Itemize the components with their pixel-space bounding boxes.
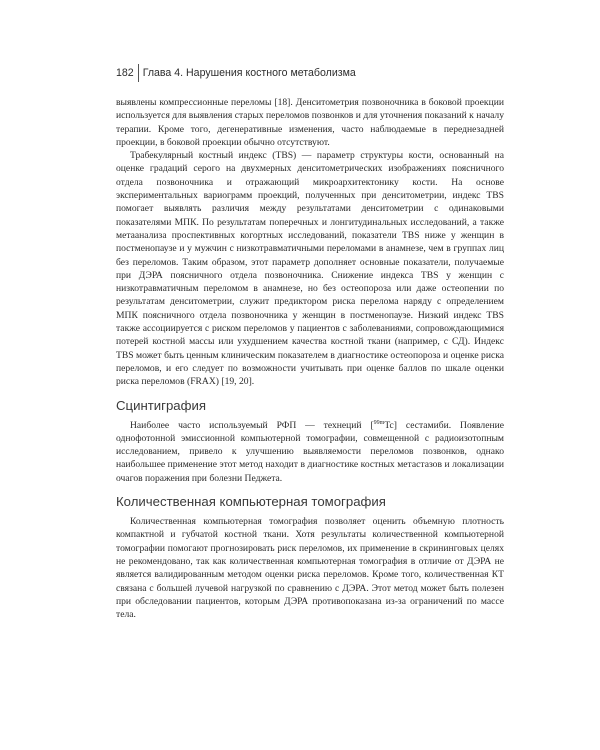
heading-qct: Количественная компьютерная томография: [116, 494, 386, 510]
running-header: [116, 64, 504, 82]
paragraph-densitometry-lateral: выявлены компрессионные переломы [18]. Денситометрия позвоночника в боковой проекции используется для выявления старых переломов позвонков и для уточнения показаний к началу терапии. Кроме того, дегенеративные изменения, часто наблюдаемые в переднезадней проекции, в боковой проекции обычно отсутствуют.: [116, 97, 504, 148]
page-number: 182: [116, 64, 139, 82]
paragraph-tbs: Трабекулярный костный индекс (TBS) — параметр структуры кости, основанный на оценке градаций серого на двухмерных денситометрических изображениях поясничного отдела позвоночника и отражающий микроархитектонику кости. На основе экспериментальных вариограмм проекций, полученных при денситометрии, индекс TBS помогает выявлять различия между результатами денситометрии с одинаковыми показателями МПК. По результатам поперечных и лонгитудинальных исследований, а также метаанализа проспективных когортных исследований, показатели TBS ниже у женщин в постменопаузе и у мужчин с низкотравматичными переломами в анамнезе, чем в группах лиц без переломов. Таким образом, этот параметр дополняет основные показатели, получаемые при ДЭРА поясничного отдела позвоночника. Снижение индекса TBS у женщин с низкотравматичным переломом в анамнезе, но без остеопороза или даже остеопении по результатам денситометрии, служит предиктором риска перелома наряду с определением МПК поясничного отдела позвоночника у женщин в постменопаузе. Низкий индекс TBS также ассоциируется с риском переломов у пациентов с заболеваниями, сопровождающимися потерей костной массы или ухудшением качества костной ткани (например, с СД). Индекс TBS может быть ценным клиническим показателем в диагностике остеопороза и оценке риска переломов, и его следует по возможности учитывать при оценке баллов по шкале оценки риска переломов (FRAX) [19, 20].: [116, 150, 504, 388]
chapter-title: Глава 4. Нарушения костного метаболизма: [142, 67, 356, 79]
isotope-superscript: 99m: [373, 419, 385, 426]
book-page: [116, 0, 504, 750]
scintigraphy-text-start: Наиболее часто используемый РФП — технеций [: [130, 419, 374, 431]
heading-scintigraphy: Сцинтиграфия: [116, 397, 206, 413]
paragraph-scintigraphy: [116, 419, 504, 485]
paragraph-qct: Количественная компьютерная томография позволяет оценить объемную плотность компактной и губчатой костной ткани. Хотя результаты количественной компьютерной томографии помогают прогнозировать риск переломов, их применение в скрининговых целях не рекомендовано, так как количественная компьютерная томография в отличие от ДЭРА не является валидированным методом оценки риска переломов. Кроме того, количественная КТ связана с большей лучевой нагрузкой по сравнению с ДЭРА. Этот метод может быть полезен при обследовании пациентов, которым ДЭРА противопоказана из-за ограничений по массе тела.: [116, 516, 504, 621]
page-content: [116, 96, 504, 621]
scintigraphy-text-end: Tc] сестамиби. Появление однофотонной эмиссионной компьютерной томографии, совмещенной с радиоизотопным исследованием, привело к улучшению выявляемости переломов позвонков, однако наибольшее применение этот метод находит в диагностике костных метастазов и локализации очагов поражения при болезни Педжета.: [116, 419, 504, 484]
